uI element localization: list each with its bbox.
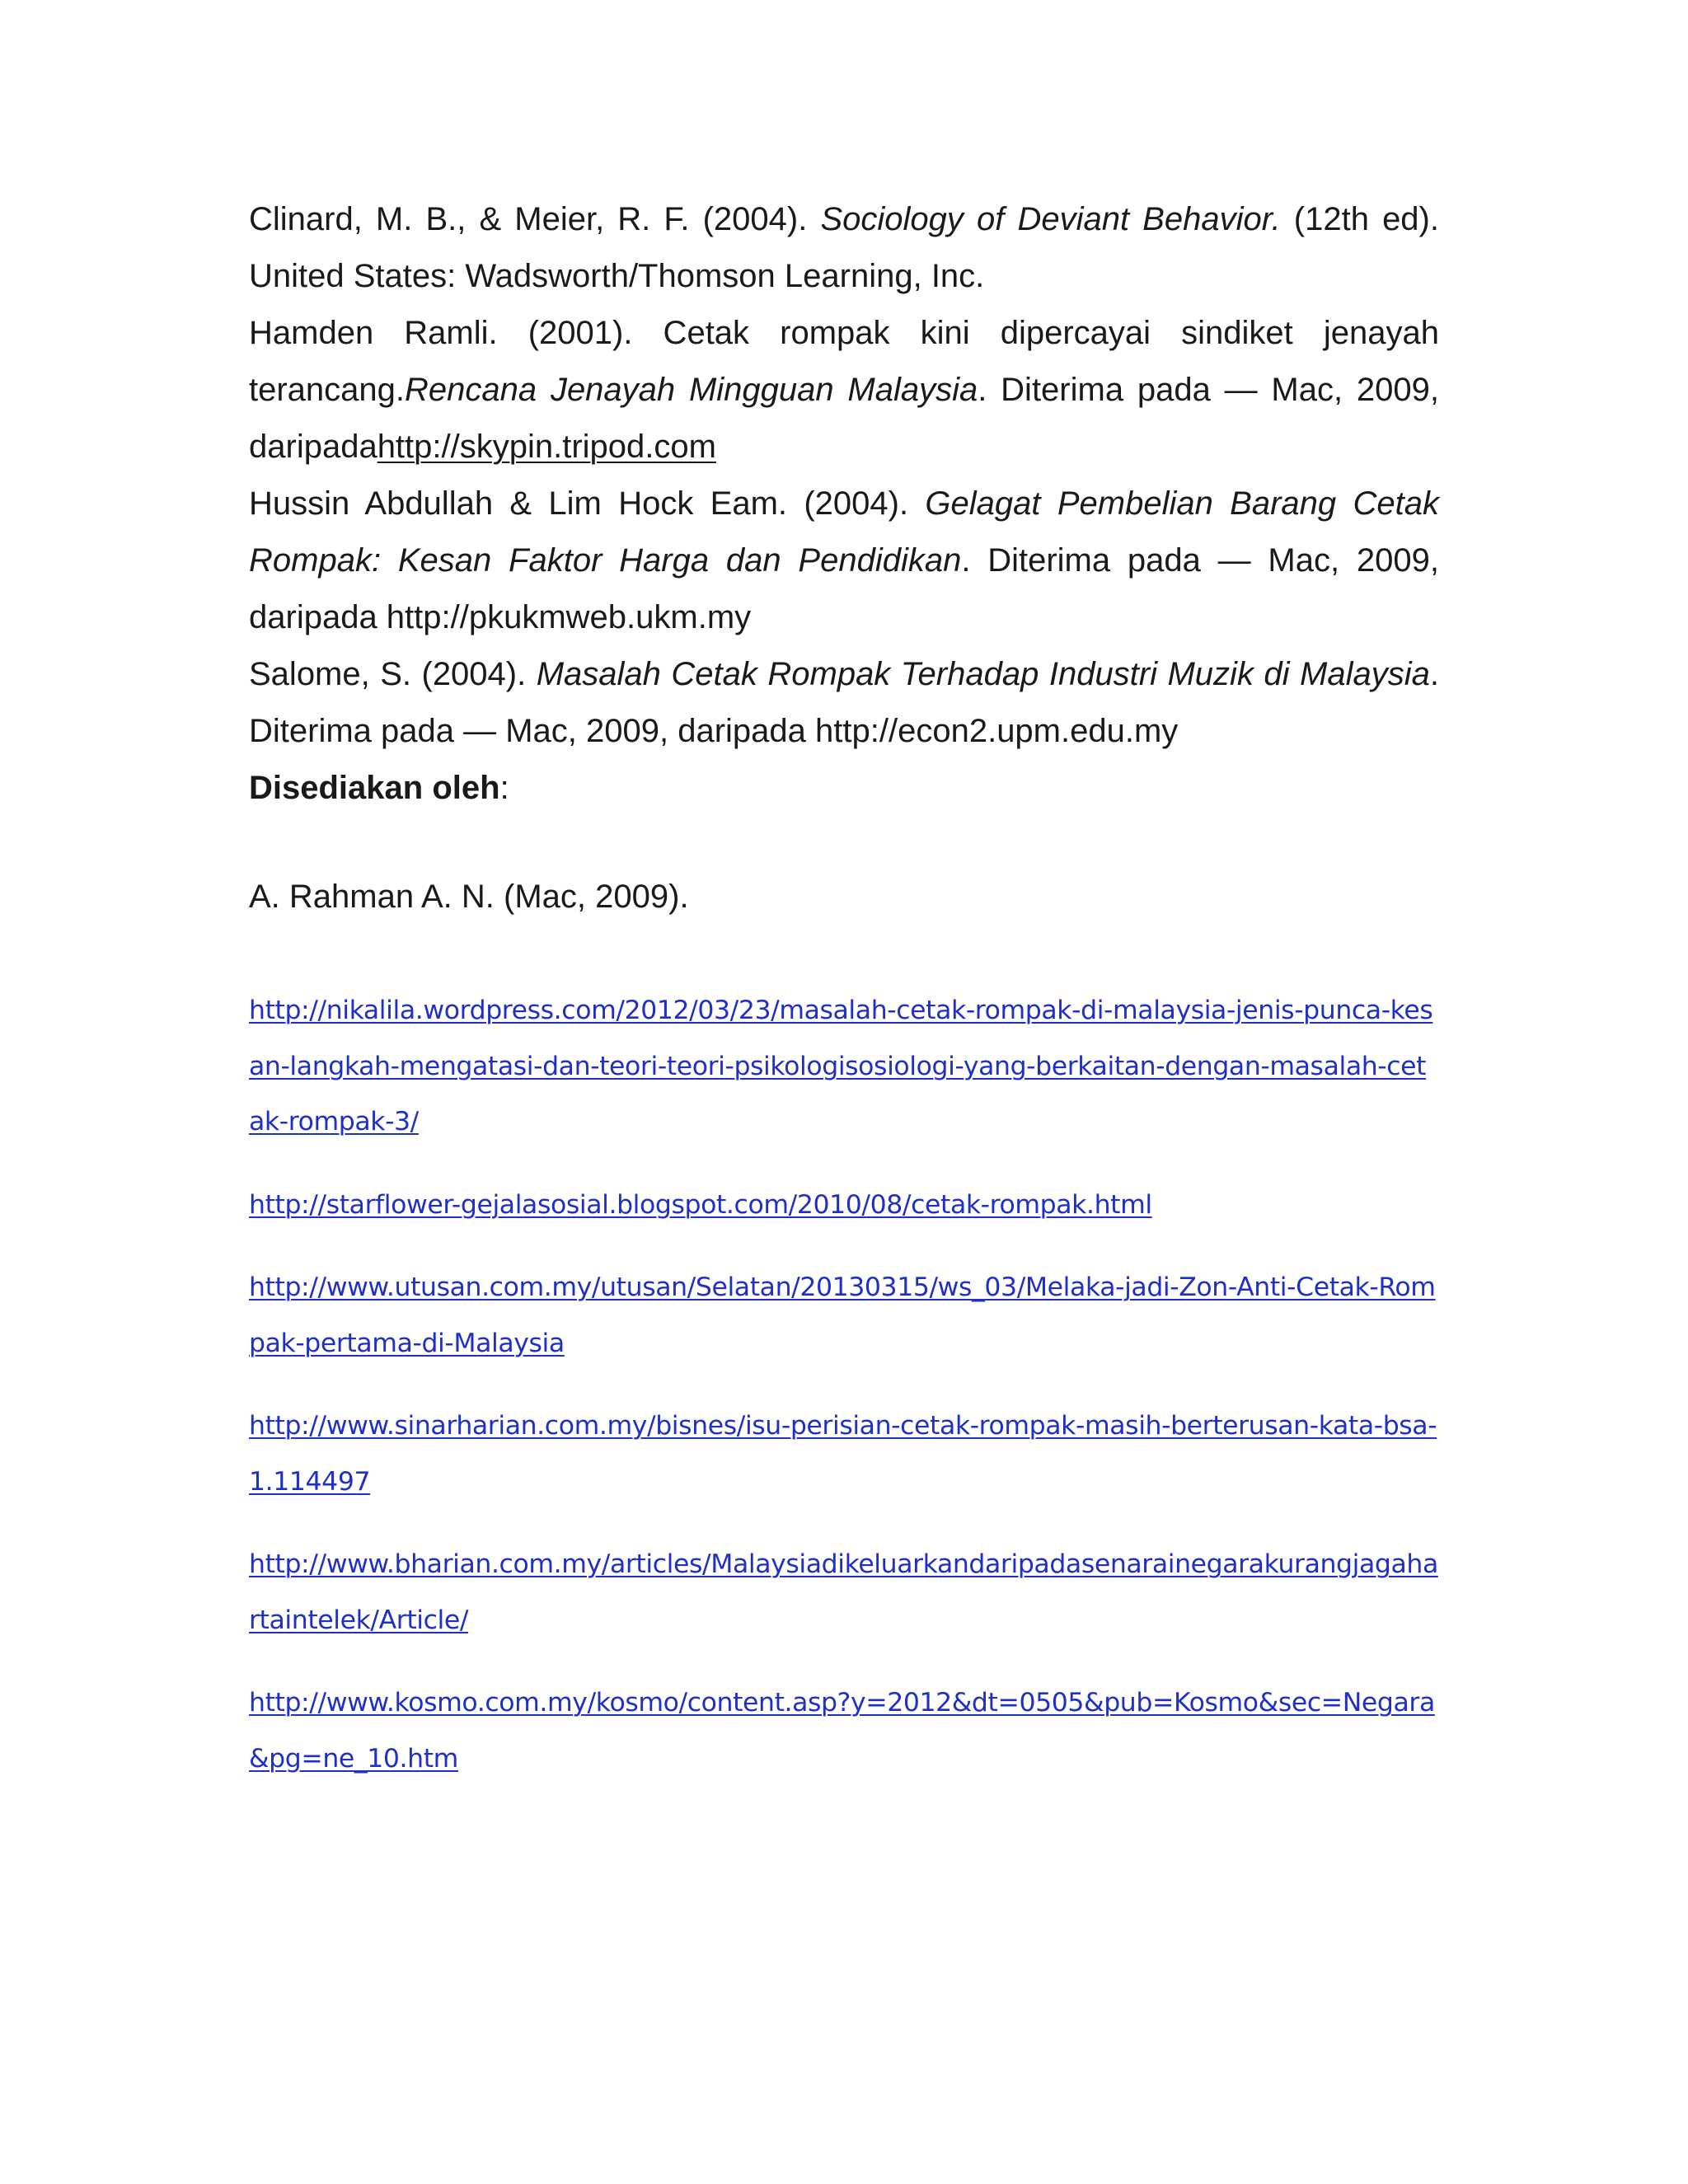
- link-starflower[interactable]: http://starflower-gejalasosial.blogspot.com/2010/08/cetak-rompak.html: [249, 1189, 1152, 1220]
- reference-entry: [249, 646, 1439, 760]
- reference-title: Gelagat Pembelian Barang Cetak Rompak: Kesan Faktor Harga dan Pendidikan: [249, 485, 1439, 579]
- reference-entry: [249, 305, 1439, 476]
- link-utusan[interactable]: http://www.utusan.com.my/utusan/Selatan/20130315/ws_03/Melaka-jadi-Zon-Anti-Cetak-Rompak-pertama-di-Malaysia: [249, 1272, 1436, 1358]
- reference-title: Sociology of Deviant Behavior.: [820, 201, 1281, 237]
- reference-authors: Salome, S. (2004).: [249, 656, 537, 692]
- prepared-by-line: [249, 760, 1439, 817]
- prepared-by-colon: :: [499, 770, 509, 806]
- author-line: A. Rahman A. N. (Mac, 2009).: [249, 879, 689, 915]
- reference-details: . Diterima pada — Mac, 2009, daripada: [249, 372, 1439, 465]
- reference-details: (12th ed). United States: Wadsworth/Thomson Learning, Inc.: [249, 201, 1439, 294]
- link-list: [249, 983, 1439, 1787]
- reference-details: . Diterima pada — Mac, 2009, daripada http://pkukmweb.ukm.my: [249, 542, 1439, 635]
- reference-entry: [249, 191, 1439, 305]
- reference-authors: Clinard, M. B., & Meier, R. F. (2004).: [249, 201, 821, 237]
- reference-authors: Hamden Ramli. (2001). Cetak rompak kini dipercayai sindiket jenayah terancang.: [249, 315, 1439, 408]
- reference-authors: Hussin Abdullah & Lim Hock Eam. (2004).: [249, 485, 926, 522]
- reference-entry: [249, 476, 1439, 646]
- reference-title: Rencana Jenayah Mingguan Malaysia: [405, 372, 978, 408]
- link-bharian[interactable]: http://www.bharian.com.my/articles/Malaysiadikeluarkandaripadasenarainegarakurangjagahartaintelek/Article/: [249, 1549, 1438, 1635]
- reference-url-link[interactable]: http://skypin.tripod.com: [377, 429, 716, 465]
- reference-details: . Diterima pada — Mac, 2009, daripada http://econ2.upm.edu.my: [249, 656, 1439, 749]
- prepared-by-label: Disediakan oleh: [249, 770, 500, 806]
- reference-title: Masalah Cetak Rompak Terhadap Industri Muzik di Malaysia: [536, 656, 1430, 692]
- link-nikalila[interactable]: http://nikalila.wordpress.com/2012/03/23/masalah-cetak-rompak-di-malaysia-jenis-punca-kesan-langkah-mengatasi-dan-teori-teori-psikologisosiologi-yang-berkaitan-dengan-masalah-cetak-rompak-3/: [249, 996, 1433, 1137]
- document-page: [249, 191, 1439, 1814]
- link-sinarharian[interactable]: http://www.sinarharian.com.my/bisnes/isu-perisian-cetak-rompak-masih-berterusan-kata-bsa-1.114497: [249, 1411, 1437, 1497]
- link-kosmo[interactable]: http://www.kosmo.com.my/kosmo/content.asp?y=2012&dt=0505&pub=Kosmo&sec=Negara&pg=ne_10.htm: [249, 1688, 1435, 1774]
- reference-list: [249, 191, 1439, 760]
